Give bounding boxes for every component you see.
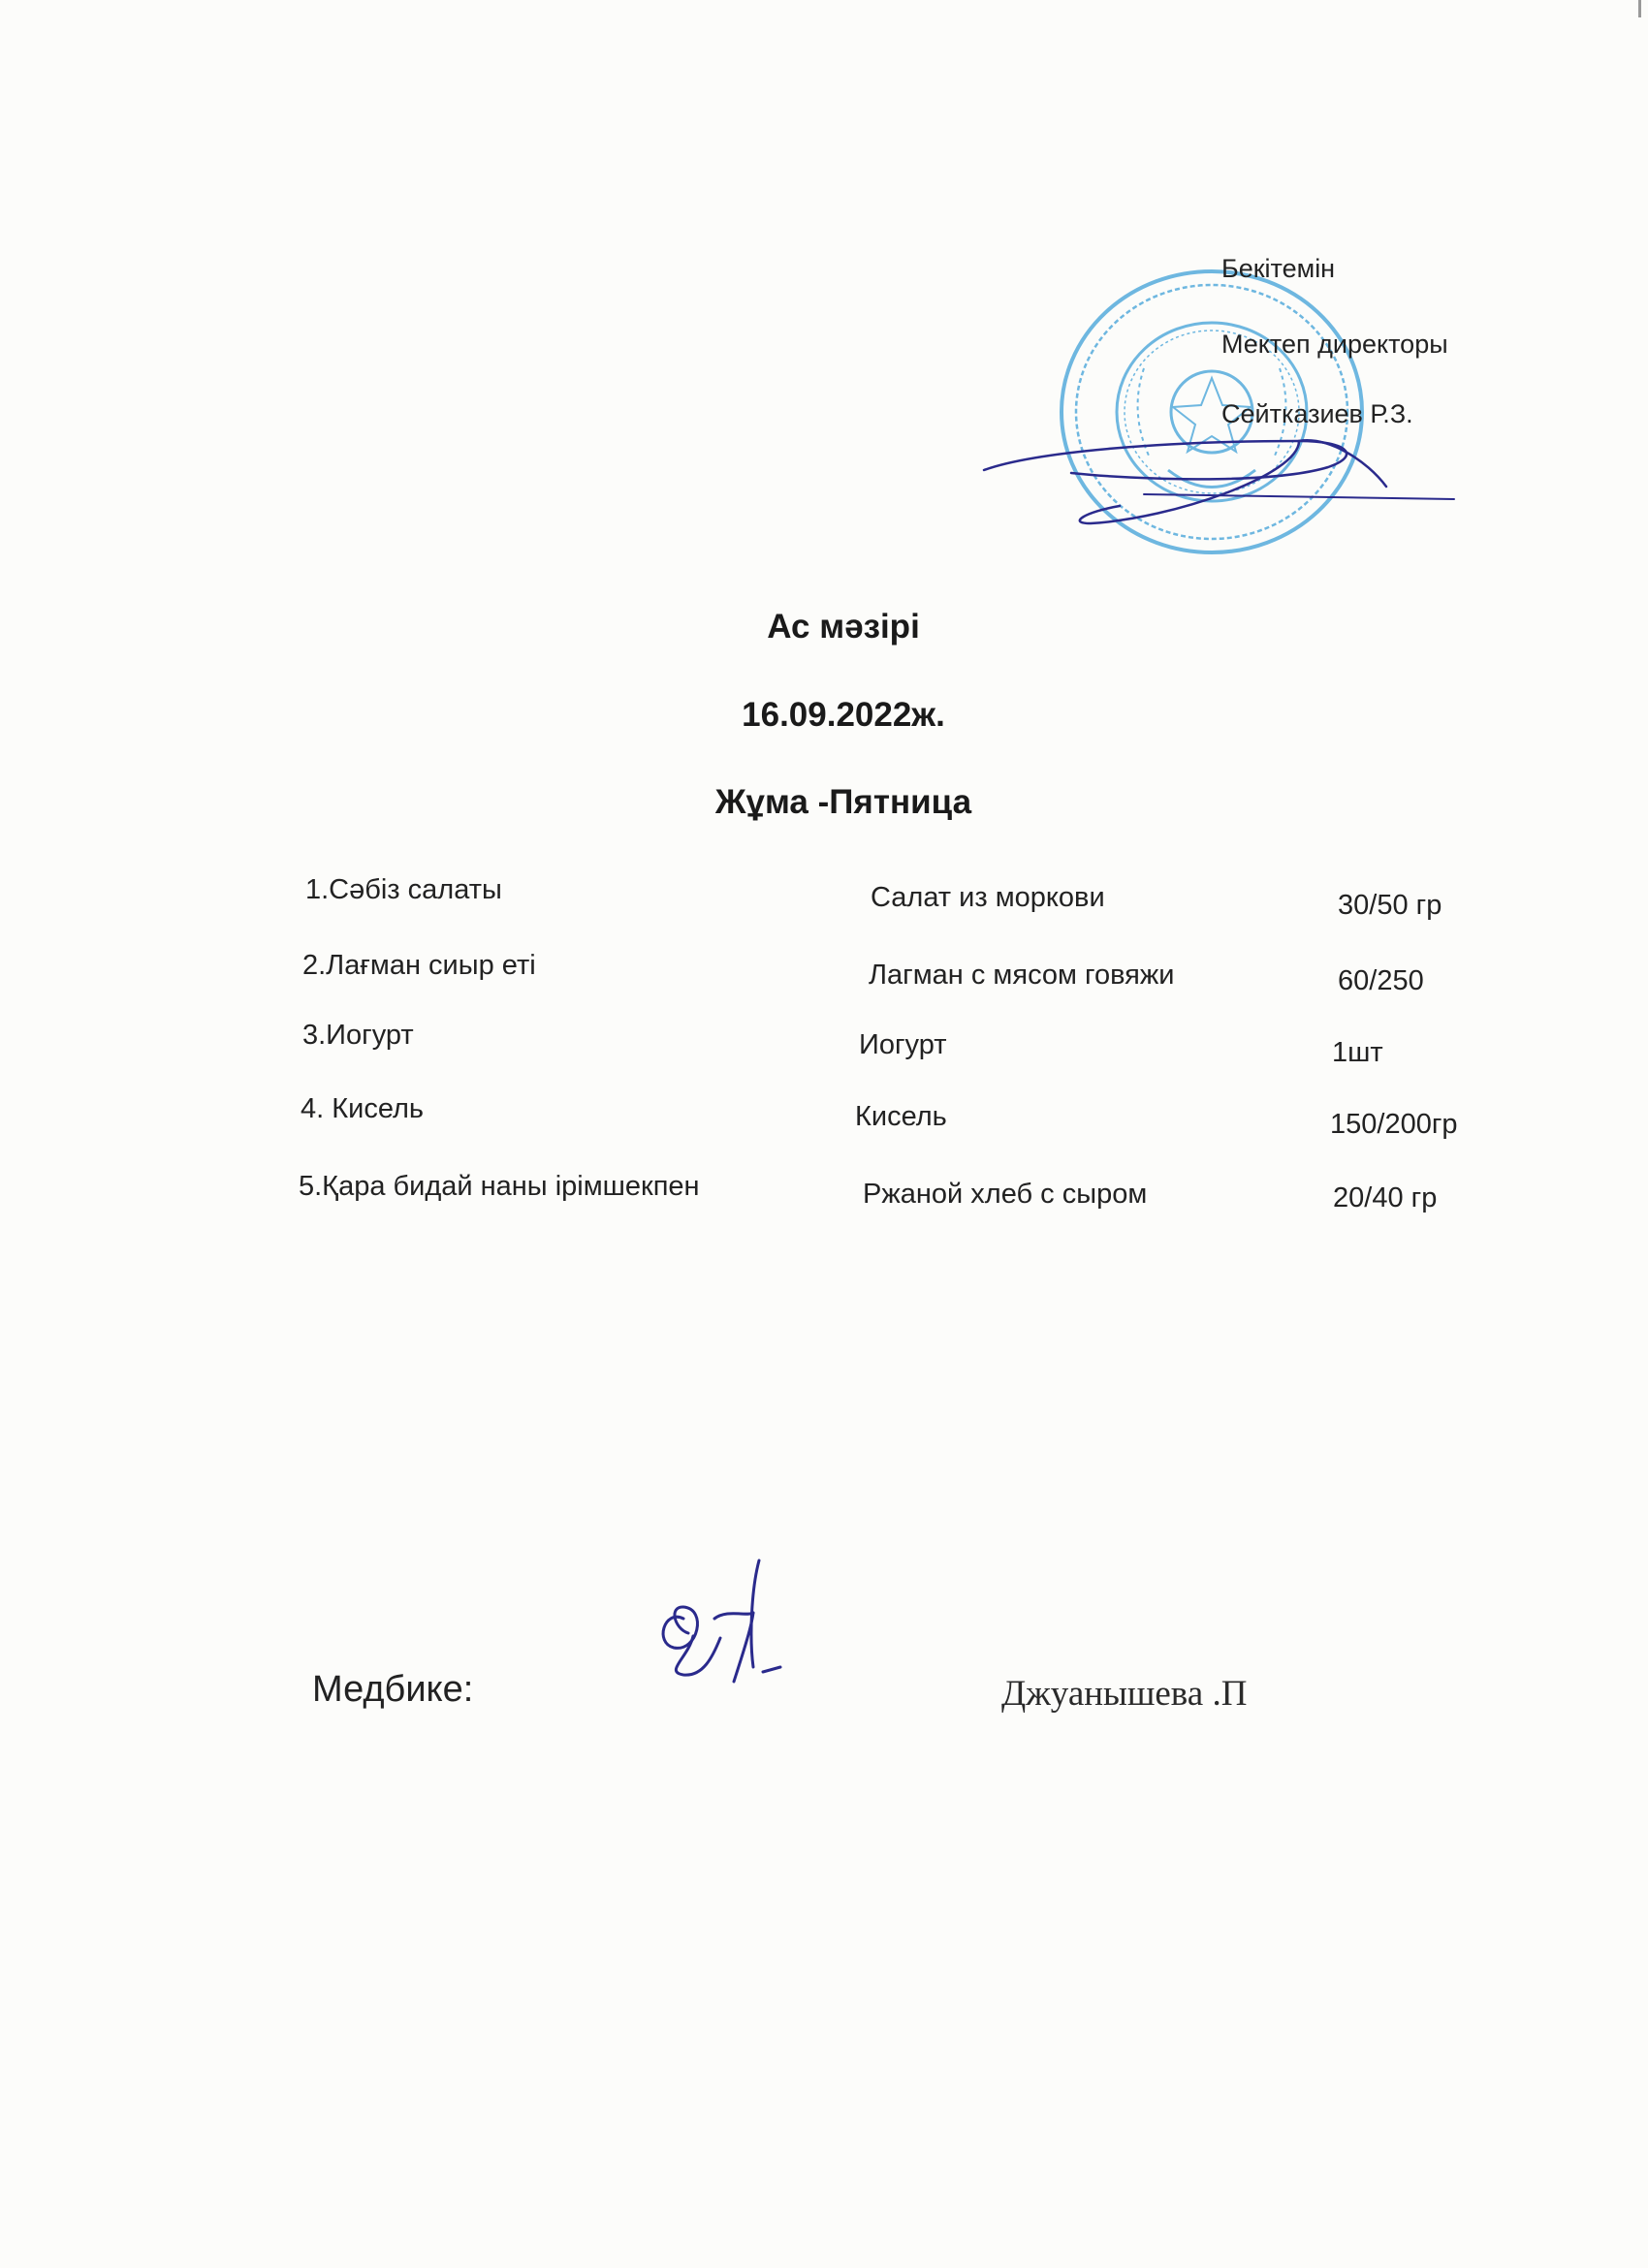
dish-name-kz: 2.Лағман сиыр еті: [302, 950, 536, 981]
dish-name-kz: 5.Қара бидай наны ірімшекпен: [299, 1171, 700, 1202]
dish-name-ru: Иогурт: [859, 1029, 947, 1060]
menu-title: Ас мәзірі: [767, 608, 920, 646]
dish-portion: 150/200гр: [1330, 1109, 1458, 1140]
dish-name-ru: Ржаной хлеб с сыром: [863, 1179, 1148, 1210]
nurse-signature-icon: [645, 1551, 839, 1706]
menu-date: 16.09.2022ж.: [742, 696, 945, 734]
dish-portion: 20/40 гр: [1333, 1182, 1438, 1213]
approval-position: Мектеп директоры: [1221, 330, 1448, 359]
dish-portion: 1шт: [1332, 1037, 1383, 1068]
scan-edge-mark: [1638, 0, 1641, 17]
director-signature-icon: [979, 426, 1464, 533]
dish-name-kz: 3.Иогурт: [302, 1020, 414, 1051]
dish-name-ru: Салат из моркови: [871, 882, 1105, 913]
menu-weekday: Жұма -Пятница: [714, 783, 972, 821]
approval-title: Бекітемін: [1221, 254, 1336, 283]
dish-portion: 30/50 гр: [1338, 890, 1442, 921]
nurse-name: Джуанышева .П: [1001, 1674, 1248, 1714]
nurse-label: Медбике:: [312, 1669, 474, 1710]
dish-name-ru: Лагман с мясом говяжи: [869, 960, 1175, 991]
dish-portion: 60/250: [1338, 965, 1424, 996]
dish-name-ru: Кисель: [855, 1101, 947, 1132]
approval-name: Сейтказиев Р.З.: [1221, 399, 1413, 428]
dish-name-kz: 4. Кисель: [301, 1093, 425, 1124]
dish-name-kz: 1.Сәбіз салаты: [305, 874, 502, 905]
